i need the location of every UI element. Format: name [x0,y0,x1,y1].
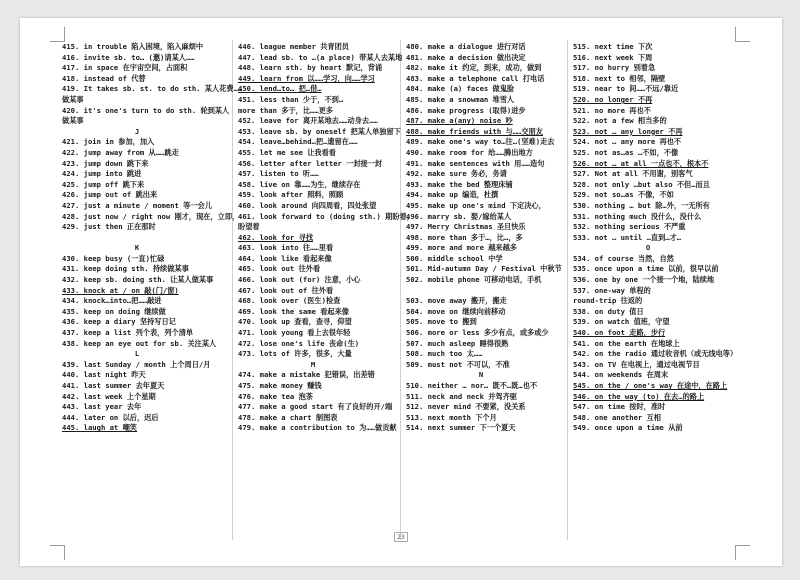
vocab-entry: 424. jump into 跳进 [62,169,142,179]
vocab-entry: 549. once upon a time 从前 [573,423,683,433]
vocab-entry: 457. listen to 听…… [238,169,319,179]
vocab-entry: 531. nothing much 没什么，没什么 [573,211,702,221]
vocab-entry: 515. next time 下次 [573,42,653,51]
vocab-entry: 546. on the way (to) 在去…的路上 [573,391,705,401]
vocab-entry: 444. later on 以后，迟后 [62,412,159,422]
vocab-entry: 461. look forward to (doing sth.) 期盼着， [238,211,414,221]
vocab-entry: 481. make a decision 做出决定 [406,52,526,62]
section-letter-heading: N [478,370,484,380]
crop-mark-top-left [50,27,65,42]
vocab-entry: 429. just then 正在那时 [62,222,156,232]
vocab-entry: 426. jump out of 跳出来 [62,190,158,200]
vocab-entry: 545. on the / one's way 在途中，在路上 [573,381,728,390]
column-divider [232,40,233,540]
vocab-entry: 443. last year 去年 [62,402,142,412]
section-letter-heading: L [134,349,140,359]
vocab-entry: 428. just now / right now 刚才，现在，立即， [62,211,240,221]
vocab-entry: 做某事 [62,116,84,126]
vocab-entry: 435. keep on doing 继续做 [62,306,166,316]
vocab-entry: 463. look into 往……里看 [238,243,334,253]
vocab-entry: 420. it's one's turn to do sth. 轮到某人 [62,105,230,115]
vocab-entry: 436. keep a diary 坚持写日记 [62,317,176,327]
vocab-entry: 509. must not 不可以，不准 [406,359,510,369]
vocab-entry: 517. no hurry 别着急 [573,63,656,73]
vocab-entry: 529. not so…as 不像，不如 [573,190,674,200]
vocab-entry: 535. once upon a time 以前，很早以前 [573,264,719,274]
vocab-entry: 448. learn sth. by heart 默记，背诵 [238,63,383,73]
vocab-entry: 519. near to 间……不远/靠近 [573,84,679,94]
vocab-entry: 522. not a few 相当多的 [573,116,667,126]
vocab-entry: 474. make a mistake 犯错误，出差错 [238,370,375,380]
vocab-entry: 542. on the radio 通过收音机（或无线电等） [573,349,738,359]
vocab-entry: 544. on weekends 在周末 [573,370,669,380]
vocab-entry [62,233,212,244]
vocab-entry: 478. make a chart 制图表 [238,412,338,422]
vocab-entry: 477. make a good start 有了良好的开/端 [238,402,393,412]
vocab-entry: 500. middle school 中学 [406,253,503,263]
vocab-entry: 534. of course 当然，自然 [573,253,674,263]
vocab-entry: 425. jump off 跳下来 [62,179,145,189]
vocab-entry: 盼望着 [238,222,260,232]
vocab-entry: 439. last Sunday / month 上个周日/月 [62,359,211,369]
vocab-entry: 511. neck and neck 并驾齐驱 [406,391,517,401]
vocab-entry: 536. one by one 一个接一个地，陆续地 [573,275,715,285]
vocab-entry: 456. letter after letter 一封接一封 [238,158,383,168]
vocab-entry: 450. lend…to… 把…借… [238,84,322,94]
vocab-entry: 547. on time 按时，准时 [573,402,666,412]
vocab-entry: 483. make a telephone call 打电话 [406,73,545,83]
vocab-entry: 479. make a contribution to 为……做贡献 [238,423,397,433]
vocab-entry: 432. keep sb. doing sth. 让某人做某事 [62,275,214,285]
crop-mark-bottom-left [50,545,65,560]
section-letter-heading: M [310,359,316,369]
vocab-entry: 541. on the earth 在地球上 [573,338,680,348]
vocab-entry: 459. look after 照料，照顾 [238,190,344,200]
vocab-entry: 484. make (a) faces 做鬼脸 [406,84,515,94]
section-letter-heading: J [134,126,140,136]
vocab-entry: 540. on foot 走路，步行 [573,328,666,338]
vocab-entry: 510. neither … nor… 既不…既…也不 [406,381,538,390]
vocab-entry: 431. keep doing sth. 持续做某事 [62,264,189,274]
vocab-entry: 499. more and more 越来越多 [406,243,517,253]
vocab-entry: 527. Not at all 不用谢，别客气 [573,169,693,179]
vocab-entry: 538. on duty 值日 [573,306,644,316]
vocab-entry: 514. next summer 下一个夏天 [406,423,516,433]
vocab-entry: 487. make a(any) noise 吵 [406,116,513,126]
vocab-entry: 486. make progress (取得)进步 [406,105,526,115]
vocab-entry: 498. more than 多于…，比…，多 [406,232,523,242]
vocab-entry: 504. move on 继续向前移动 [406,306,506,316]
vocab-entry: 469. look the same 看起来像 [238,306,349,316]
vocab-entry: 417. in space 在宇宙空间，占面积 [62,63,188,73]
vocab-entry: 416. invite sb. to… (邀)请某人…… [62,52,195,62]
vocab-entry: 464. look like 看起来像 [238,253,332,263]
vocab-entry: 433. knock at / on 敲(门/窗) [62,285,179,295]
vocab-entry: 490. make room for 给……腾出地方 [406,147,533,157]
vocab-entry: 520. no longer 不再 [573,94,653,104]
column-divider [400,40,401,540]
vocab-entry: more than 多于，比……更多 [238,105,334,115]
vocab-entry: 482. make it 约定，到来，成功，做到 [406,63,542,73]
vocab-entry: 491. make sentences with 用……造句 [406,158,545,168]
vocab-entry: 513. next month 下个月 [406,412,497,422]
vocab-entry: 526. not … at all 一点也不，根本不 [573,158,709,168]
vocab-entry: 473. lots of 许多，很多，大量 [238,349,352,359]
vocab-entry: 466. look out (for) 注意，小心 [238,275,361,285]
vocab-entry: 537. one-way 单程的 [573,285,651,295]
vocab-entry: 525. not as…as …不如，不像 [573,147,679,157]
vocab-entry: 441. last summer 去年夏天 [62,381,165,390]
vocab-entry: 518. next to 相邻，隔壁 [573,73,666,83]
vocab-entry: 440. last night 昨天 [62,370,146,380]
vocab-entry: round-trip 往返的 [573,296,643,306]
vocab-entry: 532. nothing serious 不严重 [573,222,686,232]
section-letter-heading: O [645,243,651,253]
vocab-entry: 427. just a minute / moment 等一会儿 [62,200,212,210]
vocab-entry: 539. on watch 值班，守望 [573,317,670,327]
vocab-entry: 472. lose one's life 丧命(生) [238,338,360,348]
vocab-entry: 458. live on 靠……为生，继续存在 [238,179,361,189]
vocab-entry: 507. much asleep 睡得很熟 [406,338,509,348]
column-3 [406,42,562,434]
vocab-entry: 480. make a dialogue 进行对话 [406,42,526,51]
vocab-entry: 438. keep an eye out for sb. 关注某人 [62,338,217,348]
vocab-entry: 445. laugh at 嘲笑 [62,423,137,433]
vocab-entry: 467. look out of 往外看 [238,285,334,295]
vocab-entry: 471. look young 看上去很年轻 [238,328,351,338]
vocab-entry: 548. one another 互相 [573,412,661,422]
vocab-entry: 451. less than 少于，不到… [238,94,344,104]
vocab-entry: 533. not … until …直到…才… [573,232,682,242]
vocab-entry: 442. last week 上个星期 [62,391,156,401]
vocab-entry: 453. leave sb. by oneself 把某人单独留下 [238,126,401,136]
vocab-entry: 523. not … any longer 不再 [573,126,683,136]
vocab-entry: 475. make money 赚钱 [238,381,322,390]
vocab-entry: 423. jump down 跳下来 [62,158,149,168]
vocab-entry: 543. on TV 在电视上，通过电视节目 [573,359,700,369]
column-2 [238,42,414,434]
vocab-entry: 462. look for 寻找 [238,232,313,242]
vocab-entry: 460. look around 向四周看，四处张望 [238,200,377,210]
vocab-entry: 506. more or less 多少有点，或多或少 [406,328,549,338]
crop-mark-bottom-right [735,545,750,560]
vocab-entry: 508. much too 太…… [406,349,483,359]
vocab-entry [406,286,556,297]
vocab-entry: 434. knock…into…把……敲进 [62,296,162,306]
vocab-entry: 496. marry sb. 娶/嫁给某人 [406,211,512,221]
vocab-entry: 470. look up 查看，查寻，仰望 [238,317,352,327]
vocab-entry: 516. next week 下周 [573,52,653,62]
vocab-entry: 422. jump away from 从……跳走 [62,147,179,157]
vocab-entry: 494. make up 编造，杜撰 [406,190,499,200]
vocab-entry: 505. move to 搬到 [406,317,477,327]
vocab-entry: 421. join in 参加，加入 [62,137,155,147]
vocab-entry: 501. Mid-autumn Day / Festival 中秋节 [406,264,562,274]
vocab-entry: 492. make sure 务必，务请 [406,169,507,179]
vocab-entry: 454. leave…behind…把…遗留在…… [238,137,358,147]
column-4 [573,42,738,434]
vocab-entry: 465. look out 往外看 [238,264,321,274]
section-letter-heading: K [134,243,140,253]
vocab-entry: 521. no more 再也不 [573,105,651,115]
vocab-entry: 455. let me see 让我看看 [238,147,336,157]
column-divider [567,40,568,540]
vocab-entry: 做某事 [62,94,84,104]
vocab-entry: 485. make a snowman 堆雪人 [406,94,515,104]
vocab-entry: 415. in trouble 陷入困境，陷入麻烦中 [62,42,204,51]
vocab-entry: 468. look over (医生)检查 [238,296,341,306]
crop-mark-top-right [735,27,750,42]
vocab-entry: 502. mobile phone 可移动电话，手机 [406,275,542,285]
vocab-entry: 447. lead sb. to …(a place) 带某人去某地 [238,52,403,62]
vocab-entry: 419. It takes sb. st. to do sth. 某人花费…… [62,84,243,94]
vocab-entry: 437. keep a list 列个表，列个清单 [62,328,194,338]
vocab-entry: 449. learn from 以……学习，向……学习 [238,73,375,83]
vocab-entry: 530. nothing … but 除…外，一无所有 [573,200,710,210]
vocab-entry: 488. make friends with 与……交朋友 [406,126,543,136]
vocab-entry: 489. make one's way to…往…(坚难)走去 [406,137,555,147]
vocab-entry: 497. Merry Christmas 圣旦快乐 [406,222,526,232]
vocab-entry: 512. never mind 不要紧，没关系 [406,402,526,412]
vocab-entry: 446. league member 共青团员 [238,42,349,51]
vocab-entry: 495. make up one's mind 下定决心， [406,200,546,210]
vocab-entry: 452. leave for 离开某地去……动身去…… [238,116,378,126]
vocab-entry: 503. move away 搬开，搬走 [406,296,507,306]
vocab-entry: 528. not only …but also 不但…而且 [573,179,710,189]
vocab-entry: 476. make tea 泡茶 [238,391,313,401]
column-1 [62,42,243,434]
page-number: 23 [394,532,408,542]
vocab-entry: 524. not … any more 再也不 [573,137,682,147]
vocab-entry: 493. make the bed 整理床铺 [406,179,513,189]
vocab-entry: 418. instead of 代替 [62,73,146,83]
vocab-entry: 430. keep busy (一直)忙碌 [62,253,165,263]
